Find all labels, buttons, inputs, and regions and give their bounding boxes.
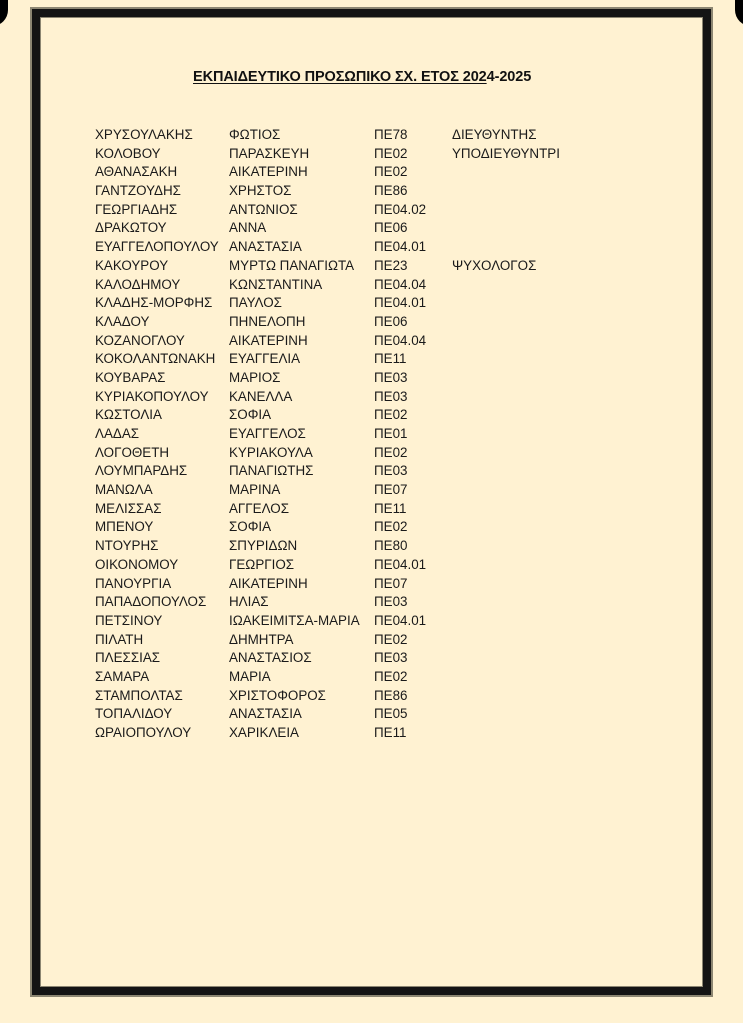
role-cell: ΥΠΟΔΙΕΥΘΥΝΤΡΙ — [452, 145, 560, 161]
last-name-cell: ΕΥΑΓΓΕΛΟΠΟΥΛΟΥ — [95, 239, 219, 255]
specialty-cell: ΠΕ86 — [374, 183, 408, 199]
first-name-cell: ΑΙΚΑΤΕΡΙΝΗ — [229, 332, 308, 348]
specialty-cell: ΠΕ03 — [374, 388, 408, 404]
first-name-cell: ΜΑΡΙΟΣ — [229, 369, 281, 385]
first-name-cell: ΣΠΥΡΙΔΩΝ — [229, 538, 298, 554]
last-name-cell: ΚΟΛΟΒΟΥ — [95, 145, 161, 161]
specialty-cell: ΠΕ04.01 — [374, 239, 427, 255]
first-name-cell: ΗΛΙΑΣ — [229, 594, 269, 610]
first-name-cell: ΦΩΤΙΟΣ — [229, 127, 281, 142]
last-name-cell: ΚΟΥΒΑΡΑΣ — [95, 369, 166, 385]
specialty-cell: ΠΕ02 — [374, 407, 408, 423]
last-name-cell: ΛΟΥΜΠΑΡΔΗΣ — [95, 463, 188, 479]
specialty-cell: ΠΕ06 — [374, 313, 408, 329]
specialty-cell: ΠΕ86 — [374, 687, 408, 703]
last-name-cell: ΛΟΓΟΘΕΤΗ — [95, 444, 170, 460]
last-name-cell: ΧΡΥΣΟΥΛΑΚΗΣ — [95, 127, 193, 142]
specialty-cell: ΠΕ11 — [374, 725, 407, 740]
first-name-cell: ΑΝΑΣΤΑΣΙΑ — [229, 706, 302, 722]
last-name-cell: ΚΥΡΙΑΚΟΠΟΥΛΟΥ — [95, 388, 209, 404]
first-name-cell: ΠΑΝΑΓΙΩΤΗΣ — [229, 463, 314, 479]
specialty-cell: ΠΕ02 — [374, 631, 408, 647]
specialty-cell: ΠΕ11 — [374, 351, 407, 367]
specialty-cell: ΠΕ04.04 — [374, 276, 427, 292]
first-name-cell: ΧΡΙΣΤΟΦΟΡΟΣ — [229, 687, 326, 703]
first-name-cell: ΠΑΡΑΣΚΕΥΗ — [229, 145, 310, 161]
last-name-cell: ΠΛΕΣΣΙΑΣ — [95, 650, 161, 666]
specialty-cell: ΠΕ11 — [374, 500, 407, 516]
specialty-cell: ΠΕ04.01 — [374, 556, 427, 572]
specialty-cell: ΠΕ07 — [374, 482, 408, 498]
first-name-cell: ΑΓΓΕΛΟΣ — [229, 500, 289, 516]
last-name-cell: ΔΡΑΚΩΤΟΥ — [95, 220, 167, 236]
last-name-cell: ΓΕΩΡΓΙΑΔΗΣ — [95, 201, 178, 217]
specialty-cell: ΠΕ02 — [374, 444, 408, 460]
specialty-cell: ΠΕ02 — [374, 519, 408, 535]
first-name-cell: ΑΝΤΩΝΙΟΣ — [229, 201, 298, 217]
last-name-cell: ΚΑΛΟΔΗΜΟΥ — [95, 276, 181, 292]
first-name-cell: ΧΑΡΙΚΛΕΙΑ — [229, 725, 299, 740]
specialty-cell: ΠΕ07 — [374, 575, 408, 591]
specialty-cell: ΠΕ01 — [374, 426, 408, 441]
specialty-cell: ΠΕ80 — [374, 538, 408, 554]
last-name-cell: ΣΤΑΜΠΟΛΤΑΣ — [95, 687, 183, 703]
last-name-cell: ΓΑΝΤΖΟΥΔΗΣ — [95, 183, 181, 199]
last-name-cell: ΠΑΝΟΥΡΓΙΑ — [95, 575, 172, 591]
last-name-cell: ΤΟΠΑΛΙΔΟΥ — [95, 706, 173, 722]
first-name-cell: ΚΩΝΣΤΑΝΤΙΝΑ — [229, 276, 323, 292]
last-name-cell: ΣΑΜΑΡΑ — [95, 668, 150, 684]
first-name-cell: ΑΙΚΑΤΕΡΙΝΗ — [229, 575, 308, 591]
last-name-cell: ΚΩΣΤΟΛΙΑ — [95, 407, 162, 423]
specialty-cell: ΠΕ03 — [374, 650, 408, 666]
specialty-cell: ΠΕ06 — [374, 220, 408, 236]
last-name-cell: ΠΙΛΑΤΗ — [95, 631, 144, 647]
last-name-cell: ΚΛΑΔΗΣ-ΜΟΡΦΗΣ — [95, 295, 213, 311]
first-name-cell: ΣΟΦΙΑ — [229, 519, 272, 535]
document-title-underlined: ΕΚΠΑΙΔΕΥΤΙΚΟ ΠΡΟΣΩΠΙΚΟ ΣΧ. ΕΤΟΣ 202 — [193, 69, 487, 85]
screen-corner-left — [0, 0, 8, 26]
last-name-cell: ΜΕΛΙΣΣΑΣ — [95, 500, 162, 516]
first-name-cell: ΠΑΥΛΟΣ — [229, 295, 282, 311]
specialty-cell: ΠΕ04.01 — [374, 295, 427, 311]
specialty-cell: ΠΕ02 — [374, 145, 408, 161]
first-name-cell: ΕΥΑΓΓΕΛΙΑ — [229, 351, 301, 367]
first-name-cell: ΜΥΡΤΩ ΠΑΝΑΓΙΩΤΑ — [229, 257, 355, 273]
first-name-cell: ΔΗΜΗΤΡΑ — [229, 631, 294, 647]
last-name-cell: ΚΟΖΑΝΟΓΛΟΥ — [95, 332, 185, 348]
last-name-cell: ΩΡΑΙΟΠΟΥΛΟΥ — [95, 725, 192, 740]
specialty-cell: ΠΕ02 — [374, 164, 408, 180]
last-name-cell: ΜΠΕΝΟΥ — [95, 519, 154, 535]
specialty-cell: ΠΕ78 — [374, 127, 408, 142]
first-name-cell: ΜΑΡΙΑ — [229, 668, 271, 684]
last-name-cell: ΚΟΚΟΛΑΝΤΩΝΑΚΗ — [95, 351, 216, 367]
first-name-cell: ΣΟΦΙΑ — [229, 407, 272, 423]
last-name-cell: ΑΘΑΝΑΣΑΚΗ — [95, 164, 178, 180]
specialty-cell: ΠΕ03 — [374, 369, 408, 385]
first-name-cell: ΑΝΑΣΤΑΣΙΟΣ — [229, 650, 312, 666]
document-title — [193, 69, 531, 85]
specialty-cell: ΠΕ03 — [374, 463, 408, 479]
role-cell: ΔΙΕΥΘΥΝΤΗΣ — [452, 127, 537, 142]
last-name-cell: ΝΤΟΥΡΗΣ — [95, 538, 159, 554]
first-name-cell: ΑΝΑΣΤΑΣΙΑ — [229, 239, 302, 255]
last-name-cell: ΠΑΠΑΔΟΠΟΥΛΟΣ — [95, 594, 207, 610]
first-name-cell: ΕΥΑΓΓΕΛΟΣ — [229, 426, 306, 441]
first-name-cell: ΑΝΝΑ — [229, 220, 267, 236]
specialty-cell: ΠΕ02 — [374, 668, 408, 684]
first-name-cell: ΑΙΚΑΤΕΡΙΝΗ — [229, 164, 308, 180]
first-name-cell: ΧΡΗΣΤΟΣ — [229, 183, 292, 199]
last-name-cell: ΟΙΚΟΝΟΜΟΥ — [95, 556, 179, 572]
first-name-cell: ΚΑΝΕΛΛΑ — [229, 388, 293, 404]
last-name-cell: ΜΑΝΩΛΑ — [95, 482, 153, 498]
specialty-cell: ΠΕ23 — [374, 257, 408, 273]
first-name-cell: ΓΕΩΡΓΙΟΣ — [229, 556, 295, 572]
last-name-cell: ΚΑΚΟΥΡΟΥ — [95, 257, 169, 273]
document-title-rest: 4-2025 — [486, 69, 532, 85]
specialty-cell: ΠΕ04.02 — [374, 201, 427, 217]
specialty-cell: ΠΕ05 — [374, 706, 408, 722]
last-name-cell: ΠΕΤΣΙΝΟΥ — [95, 612, 163, 628]
first-name-cell: ΙΩΑΚΕΙΜΙΤΣΑ-ΜΑΡΙΑ — [229, 612, 360, 628]
first-name-cell: ΜΑΡΙΝΑ — [229, 482, 281, 498]
specialty-cell: ΠΕ04.01 — [374, 612, 427, 628]
specialty-cell: ΠΕ03 — [374, 594, 408, 610]
first-name-cell: ΚΥΡΙΑΚΟΥΛΑ — [229, 444, 313, 460]
screen-corner-right — [735, 0, 743, 26]
last-name-cell: ΛΑΔΑΣ — [95, 426, 140, 441]
first-name-cell: ΠΗΝΕΛΟΠΗ — [229, 313, 306, 329]
specialty-cell: ΠΕ04.04 — [374, 332, 427, 348]
role-cell: ΨΥΧΟΛΟΓΟΣ — [452, 257, 537, 273]
last-name-cell: ΚΛΑΔΟΥ — [95, 313, 150, 329]
